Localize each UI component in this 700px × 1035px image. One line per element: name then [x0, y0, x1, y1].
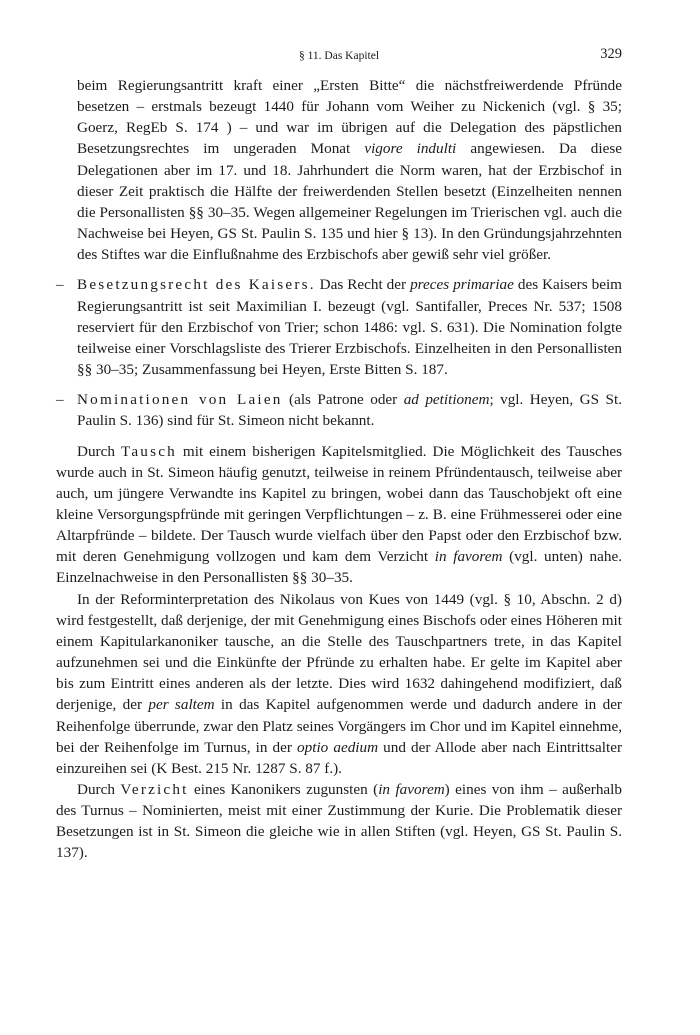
- paragraph-verzicht: [56, 779, 622, 864]
- italic-term: in favorem: [378, 781, 445, 798]
- text-run: Das Recht der: [315, 276, 411, 294]
- italic-term: per saltem: [148, 696, 215, 714]
- spaced-heading: Tausch: [120, 442, 177, 460]
- italic-term: optio aedium: [297, 738, 379, 756]
- page-number: 329: [600, 46, 622, 62]
- text-run: ) eines von ihm – außerhalb des Turnus – Nominierten, meist mit einer Zustimmung der Kurie. Die Problematik dieser Besetzungen ist in St. Simeon die gleiche wie in allen Stiften (vgl. Heyen, GS St. Paulin S. 137).: [56, 781, 622, 862]
- dash-marker: –: [56, 391, 64, 409]
- italic-term: vigore indulti: [364, 140, 457, 158]
- text-run: (vgl. unten) nahe. Einzelnachweise in den Personallisten §§ 30–35.: [56, 548, 622, 587]
- italic-term: preces primariae: [410, 276, 514, 294]
- paragraph-reform: [56, 589, 622, 779]
- text-run: In der Reforminterpretation des Nikolaus von Kues von 1449 (vgl. § 10, Abschn. 2 d) wird festgestellt, daß derjenige, der mit Genehmigung eines Bischofs oder eines Höheren mit einem Kapitularkanoniker tausche, an die Stelle des Tauschpartners trete, in das Kapitel aufzunehmen sei und die Einkünfte der Pfründe zu erhalten habe. Er gelte im Kapitel aber bis zum Eintritt eines anderen als der letzte. Dies wird 1632 dahingehend modifiziert, daß derjenige, der: [56, 590, 623, 714]
- text-run: angewiesen. Da diese Delegationen aber im 17. und 18. Jahrhundert die Norm waren, hat der Erzbischof in dieser Zeit praktisch die Hälfte der freiwerdenden Stellen besetzt (Einzelheiten nennen die Personallisten §§ 30–35. Wegen allgemeiner Regelungen im Trierischen vgl. auch die Nachweise bei Heyen, GS St. Paulin S. 135 und hier § 13). In den Gründungsjahrzehnten des Stiftes war die Einflußnahme des Erzbischofs aber gewiß sehr viel größer.: [77, 140, 622, 264]
- text-run: ; vgl. Heyen, GS St. Paulin S. 136) sind für St. Simeon nicht bekannt.: [77, 391, 622, 430]
- text-run: des Kaisers beim Regierungsantritt ist seit Maximilian I. bezeugt (vgl. Santifaller, Preces Nr. 537; 1508 reserviert für den Erzbischof von Trier; schon 1486: vgl. S. 631). Die Nomination folgte teilweise einer Vorschlagsliste des Trierer Erzbischofs. Einzelheiten in den Personallisten §§ 30–35; Zusammenfassung bei Heyen, Erste Bitten S. 187.: [77, 276, 622, 379]
- paragraph-tausch: [56, 441, 622, 589]
- text-run: beim Regierungsantritt kraft einer „Ersten Bitte“ die nächstfreiwerdende Pfründe besetzen – erstmals bezeugt 1440 für Johann vom Weiher zu Nickenich (vgl. § 35; Goerz, RegEb S. 174 ) – und war im übrigen auf die Delegation des päpstlichen Besetzungsrechtes im ungeraden Monat: [77, 77, 622, 158]
- italic-term: in favorem: [434, 548, 503, 566]
- spaced-heading: Besetzungsrecht des Kaisers.: [77, 276, 316, 294]
- list-item: [56, 389, 622, 431]
- text-run: und der Allode aber nach Eintrittsalter einzureihen sei (K Best. 215 Nr. 1287 S. 87 f.).: [56, 738, 622, 777]
- dash-marker: –: [56, 276, 64, 294]
- spaced-heading: Verzicht: [120, 781, 189, 798]
- text-run: Durch: [77, 781, 121, 798]
- paragraph-continuation: [56, 75, 622, 265]
- text-run: mit einem bisherigen Kapitelsmitglied. Die Möglichkeit des Tausches wurde auch in St. Simeon häufig genutzt, teilweise in reinem Pfründentausch, teilweise aber auch, um jüngere Verwandte ins Kapitel zu bringen, wobei dann das Tauschobjekt oft eine kleine Versorgungspfründe mit geringen Verpflichtungen – z. B. eine Frühmesserei oder eine Altarpfründe – bildete. Der Tausch wurde vielfach über den Papst oder den Erzbischof bzw. mit deren Genehmigung vollzogen und kam dem Verzicht: [56, 442, 622, 566]
- text-run: (als Patrone oder: [282, 391, 404, 409]
- text-run: in das Kapitel aufgenommen werde und dadurch andere in der Reihenfolge überrunde, zwar den Platz seines Vorgängers im Chor und im Kapitel einnehme, bei der Reihenfolge im Turnus, in der: [56, 696, 622, 756]
- running-title: § 11. Das Kapitel: [298, 50, 380, 62]
- spaced-heading: Nominationen von Laien: [77, 391, 283, 409]
- body-text: [56, 75, 622, 864]
- list-item: [56, 274, 622, 380]
- italic-term: ad petitionem: [403, 391, 490, 409]
- page-header: [56, 34, 622, 62]
- text-run: Durch: [77, 442, 121, 460]
- text-run: eines Kanonikers zugunsten (: [188, 781, 379, 798]
